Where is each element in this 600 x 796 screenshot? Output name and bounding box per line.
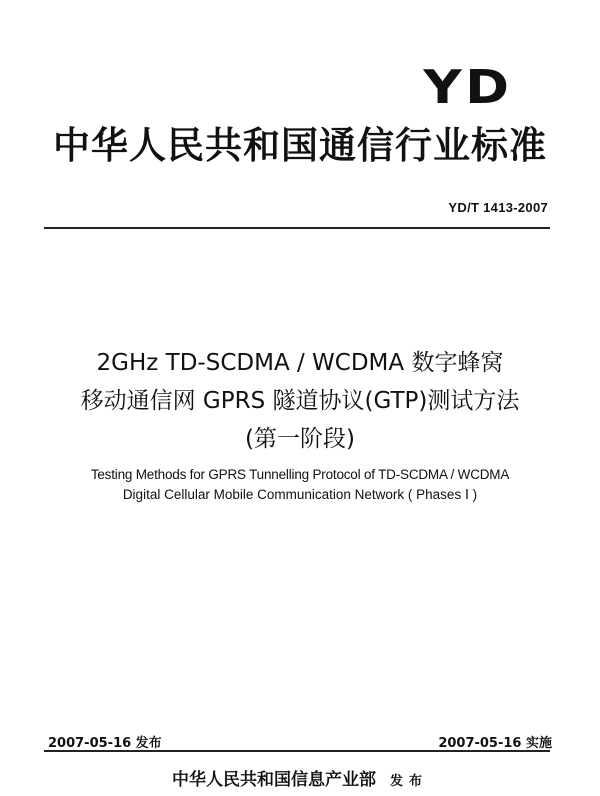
chinese-title-line-3: (第一阶段): [245, 426, 355, 452]
issue-date: 2007-05-16 发布: [48, 736, 162, 751]
issuer-name: 中华人民共和国信息产业部: [171, 770, 376, 790]
issuer-suffix: 发布: [389, 774, 428, 789]
standard-number: YD/T 1413-2007: [448, 200, 548, 215]
english-title-line-1: Testing Methods for GPRS Tunnelling Protocol of TD-SCDMA / WCDMA: [90, 467, 510, 482]
header-divider: [44, 227, 550, 229]
yd-logo: YD: [422, 60, 512, 114]
english-title-line-2: Digital Cellular Mobile Communication Network ( Phases Ⅰ ): [122, 487, 478, 502]
chinese-title-line-2: 移动通信网 GPRS 隧道协议(GTP)测试方法: [80, 388, 520, 414]
chinese-title-line-1: 2GHz TD-SCDMA / WCDMA 数字蜂窝: [96, 350, 504, 376]
effective-date: 2007-05-16 实施: [438, 736, 552, 751]
standard-category-title: 中华人民共和国通信行业标准: [53, 124, 547, 167]
issuing-authority: [0, 765, 600, 790]
footer-divider: [44, 750, 550, 752]
